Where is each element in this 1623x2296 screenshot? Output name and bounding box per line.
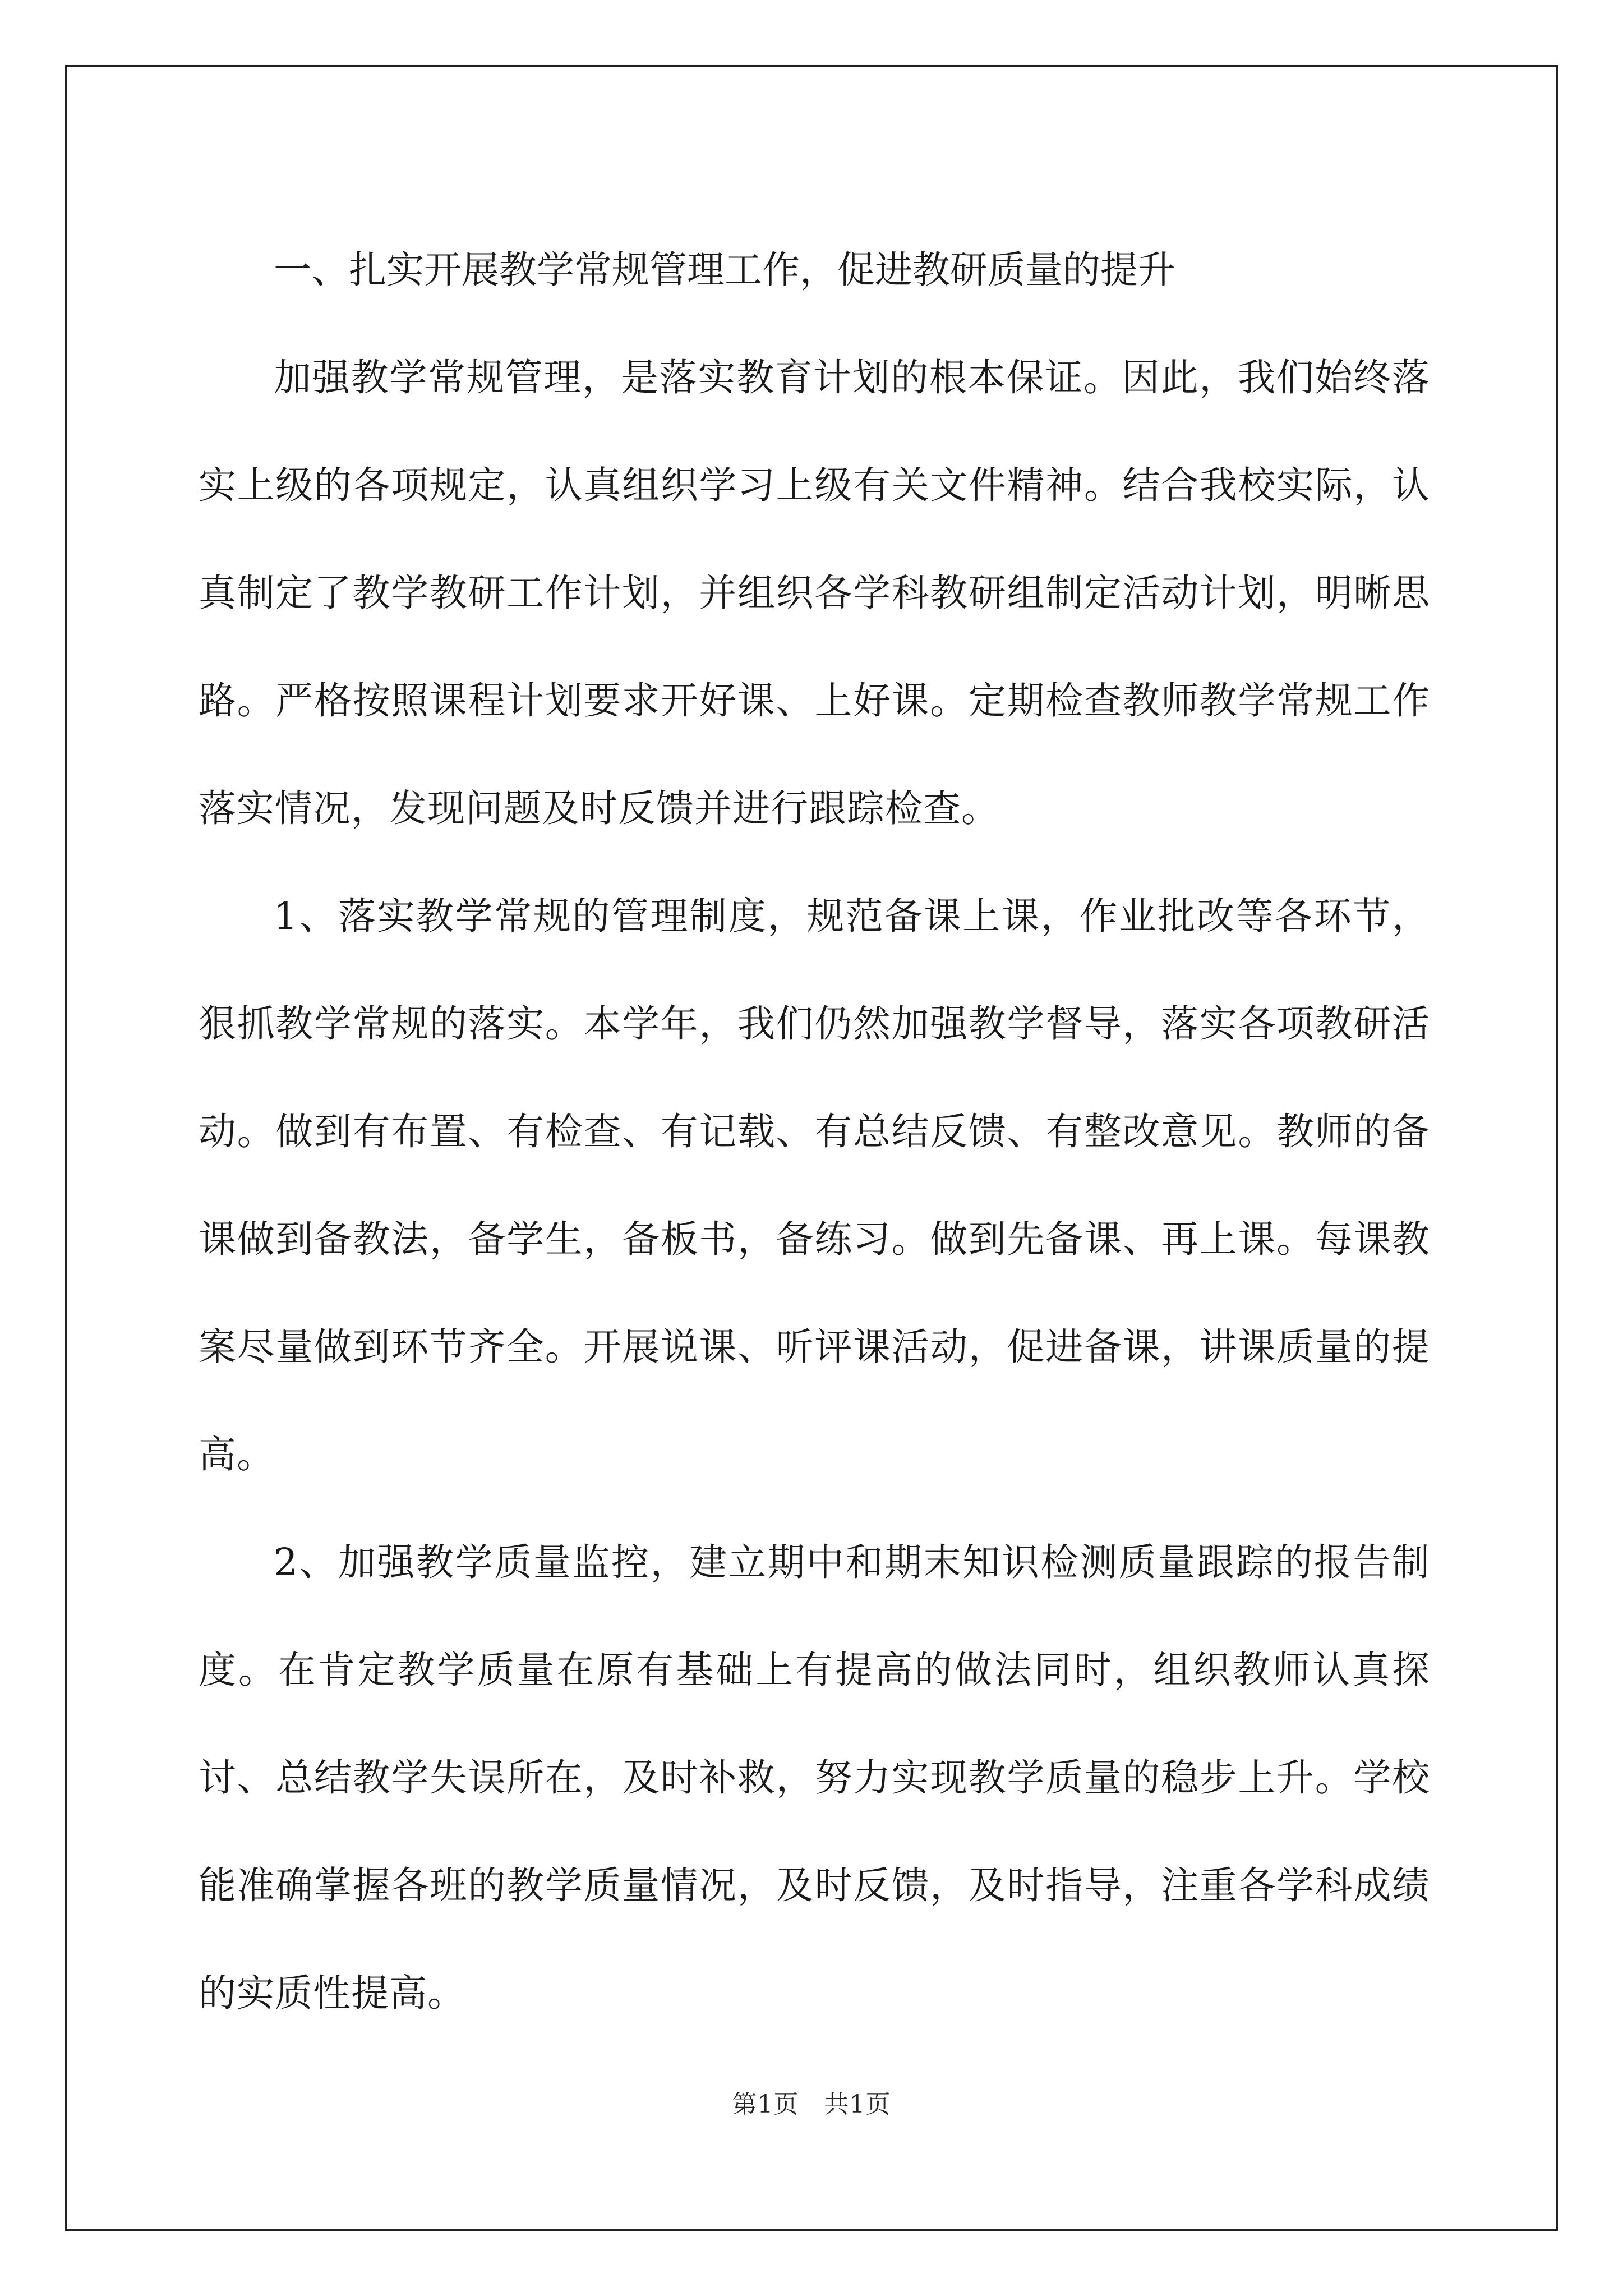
document-body — [199, 216, 1430, 2047]
page-footer — [0, 2084, 1623, 2120]
paragraph-item-1: 1、落实教学常规的管理制度，规范备课上课，作业批改等各环节，狠抓教学常规的落实。本学年，我们仍然加强教学督导，落实各项教研活动。做到有布置、有检查、有记载、有总结反馈、有整改意见。教师的备课做到备教法，备学生，备板书，备练习。做到先备课、再上课。每课教案尽量做到环节齐全。开展说课、听评课活动，促进备课，讲课质量的提高。 — [199, 894, 1430, 1476]
section-heading: 一、扎实开展教学常规管理工作，促进教研质量的提升 — [274, 248, 1175, 292]
page-number: 第1页 — [732, 2090, 799, 2119]
paragraph-intro: 加强教学常规管理，是落实教育计划的根本保证。因此，我们始终落实上级的各项规定，认真组织学习上级有关文件精神。结合我校实际，认真制定了教学教研工作计划，并组织各学科教研组制定活动计划，明晰思路。严格按照课程计划要求开好课、上好课。定期检查教师教学常规工作落实情况，发现问题及时反馈并进行跟踪检查。 — [199, 356, 1430, 830]
page-total: 共1页 — [824, 2090, 891, 2119]
paragraph-item-2: 2、加强教学质量监控，建立期中和期末知识检测质量跟踪的报告制度。在肯定教学质量在原有基础上有提高的做法同时，组织教师认真探讨、总结教学失误所在，及时补救，努力实现教学质量的稳步上升。学校能准确掌握各班的教学质量情况，及时反馈，及时指导，注重各学科成绩的实质性提高。 — [199, 1540, 1430, 2015]
